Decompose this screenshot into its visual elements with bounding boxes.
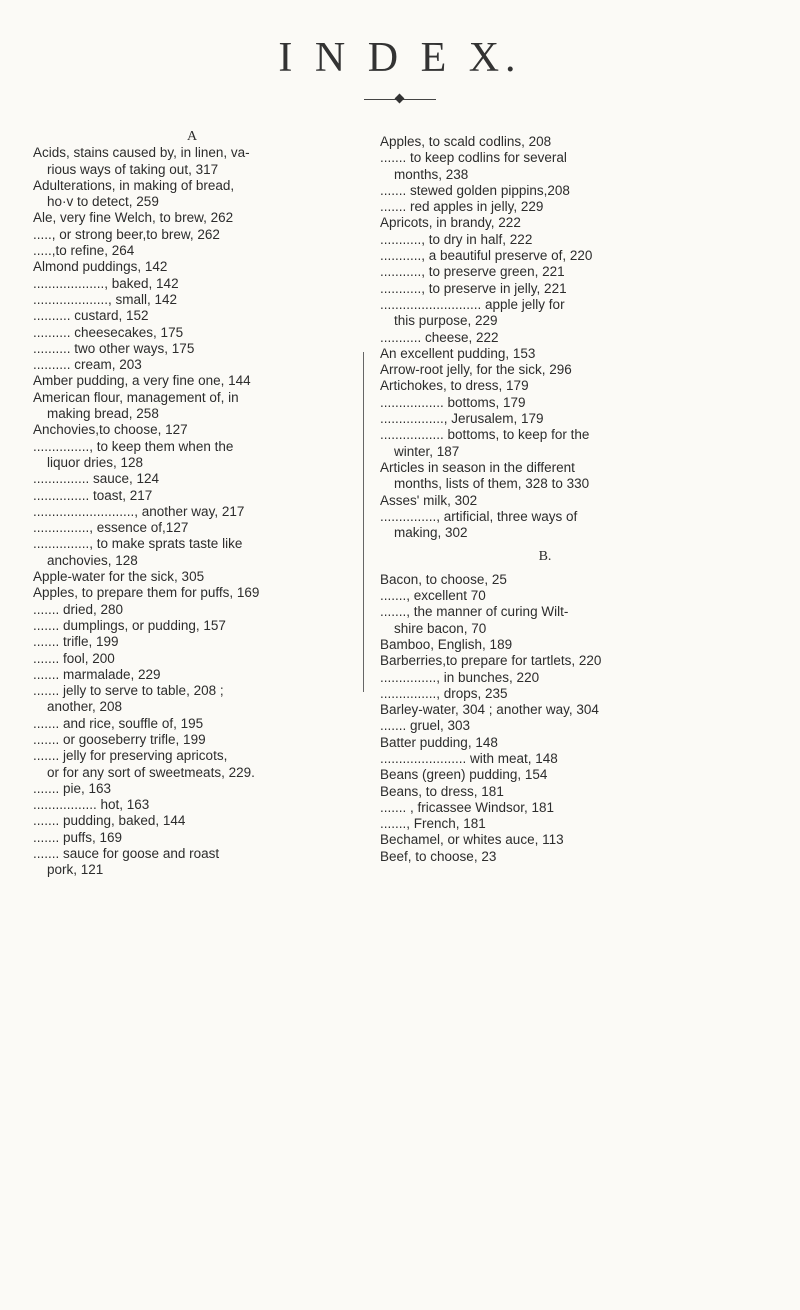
index-entry-continuation: anchovies, 128 [47,552,138,568]
index-entry: ......., excellent 70 [380,588,486,604]
index-column-left [33,129,351,879]
index-entry: ....... dumplings, or pudding, 157 [33,617,226,633]
index-entry: Artichokes, to dress, 179 [380,378,529,394]
index-entry: ....... trifle, 199 [33,634,119,650]
index-entry: ........... cheese, 222 [380,329,499,345]
index-entry: ..........................., another way, 217 [33,503,245,519]
index-entry: ....... puffs, 169 [33,829,123,845]
ornament-diamond-icon [395,94,405,104]
index-entry: ....... red apples in jelly, 229 [380,199,544,215]
page-title: I N D E X. [278,35,522,81]
index-entry: Apple-water for the sick, 305 [33,569,205,585]
index-entry: Ale, very fine Welch, to brew, 262 [33,210,234,226]
index-entry: ....... stewed golden pippins,208 [380,182,570,198]
index-entry: ......., French, 181 [380,816,486,832]
index-entry: ....... and rice, souffle of, 195 [33,715,204,731]
index-entry: Acids, stains caused by, in linen, va- [33,145,250,161]
index-entry: ....... sauce for goose and roast [33,846,220,862]
index-entry: ..........., to preserve green, 221 [380,264,565,280]
index-entry: Adulterations, in making of bread, [33,177,235,193]
index-entry: Apricots, in brandy, 222 [380,215,521,231]
index-entry: ....... pudding, baked, 144 [33,813,186,829]
index-entry: ..........., to dry in half, 222 [380,231,533,247]
index-column-right [380,134,710,865]
index-entry: ....................... with meat, 148 [380,750,558,766]
index-entry: .......... cream, 203 [33,357,142,373]
index-entry: Batter pudding, 148 [380,734,498,750]
index-entry: ....... , fricassee Windsor, 181 [380,799,555,815]
index-entry: Apples, to prepare them for puffs, 169 [33,585,260,601]
index-entry: ..................., baked, 142 [33,275,179,291]
index-entry: ..............., in bunches, 220 [380,669,540,685]
index-entry-continuation: months, 238 [394,166,469,182]
index-entry: Apples, to scald codlins, 208 [380,134,552,149]
index-entry: ....... fool, 200 [33,650,115,666]
index-entry-continuation: winter, 187 [394,443,460,459]
index-entry: Barley-water, 304 ; another way, 304 [380,702,599,718]
index-entry: Barberries,to prepare for tartlets, 220 [380,653,602,669]
index-entry: Almond puddings, 142 [33,259,168,275]
index-entry: ....... gruel, 303 [380,718,471,734]
index-entry: ..........., to preserve in jelly, 221 [380,280,567,296]
index-entry-continuation: making, 302 [394,525,468,541]
index-entry: .......... custard, 152 [33,308,149,324]
index-entry: Asses' milk, 302 [380,492,478,508]
index-entry-continuation: ho·v to detect, 259 [47,194,159,210]
index-entry: ........................... apple jelly for [380,296,565,312]
index-entry: ................., Jerusalem, 179 [380,411,544,427]
column-divider [363,352,364,692]
index-entry: ....., or strong beer,to brew, 262 [33,226,220,242]
index-entry: .......... two other ways, 175 [33,340,195,356]
index-entry: .......... cheesecakes, 175 [33,324,184,340]
index-entry-continuation: another, 208 [47,699,123,715]
index-entry: ..............., to keep them when the [33,438,234,454]
index-entry: Amber pudding, a very fine one, 144 [33,373,251,389]
index-entry: ..............., to make sprats taste like [33,536,243,552]
index-entry: American flour, management of, in [33,389,239,405]
index-entry: ..........., a beautiful preserve of, 220 [380,248,593,264]
index-entry-continuation: shire bacon, 70 [394,620,487,636]
index-entry: ..............., artificial, three ways of [380,508,578,524]
index-entry: ............... toast, 217 [33,487,153,503]
index-entry: Arrow-root jelly, for the sick, 296 [380,362,572,378]
index-entry: ....... jelly to serve to table, 208 ; [33,683,224,699]
index-entry: Bechamel, or whites auce, 113 [380,832,564,848]
index-entry: ....... marmalade, 229 [33,666,161,682]
index-entry: ...................., small, 142 [33,291,178,307]
index-entry: ....... jelly for preserving apricots, [33,748,228,764]
index-entry-continuation: this purpose, 229 [394,313,498,329]
index-entry: ..............., drops, 235 [380,685,508,701]
index-entry: An excellent pudding, 153 [380,345,536,361]
index-entry-continuation: months, lists of them, 328 to 330 [394,476,590,492]
index-entry: ..............., essence of,127 [33,520,189,536]
index-entry: ....... to keep codlins for several [380,150,567,166]
index-entry: Bamboo, English, 189 [380,636,513,652]
index-entry: Articles in season in the different [380,459,575,475]
index-entry-continuation: rious ways of taking out, 317 [47,161,219,177]
index-entry: Beef, to choose, 23 [380,848,497,864]
index-entry: ......., the manner of curing Wilt- [380,604,569,620]
index-entry: ................. bottoms, to keep for the [380,427,590,443]
index-entry: ....... or gooseberry trifle, 199 [33,731,206,747]
index-entry: .....,to refine, 264 [33,243,135,259]
section-letter: B. [538,549,552,565]
index-entry: Anchovies,to choose, 127 [33,422,188,438]
section-letter: A [186,129,198,144]
index-entry: Beans, to dress, 181 [380,783,504,799]
index-entry: Beans (green) pudding, 154 [380,767,548,783]
index-entry-continuation: making bread, 258 [47,406,159,422]
index-entry: ................. bottoms, 179 [380,394,526,410]
index-entry-continuation: pork, 121 [47,862,104,878]
index-entry: ....... dried, 280 [33,601,124,617]
index-entry-continuation: or for any sort of sweetmeats, 229. [47,764,255,780]
index-entry: ....... pie, 163 [33,780,112,796]
index-entry-continuation: liquor dries, 128 [47,454,144,470]
index-entry: ............... sauce, 124 [33,471,160,487]
index-entry: ................. hot, 163 [33,797,150,813]
index-entry: Bacon, to choose, 25 [380,571,507,587]
